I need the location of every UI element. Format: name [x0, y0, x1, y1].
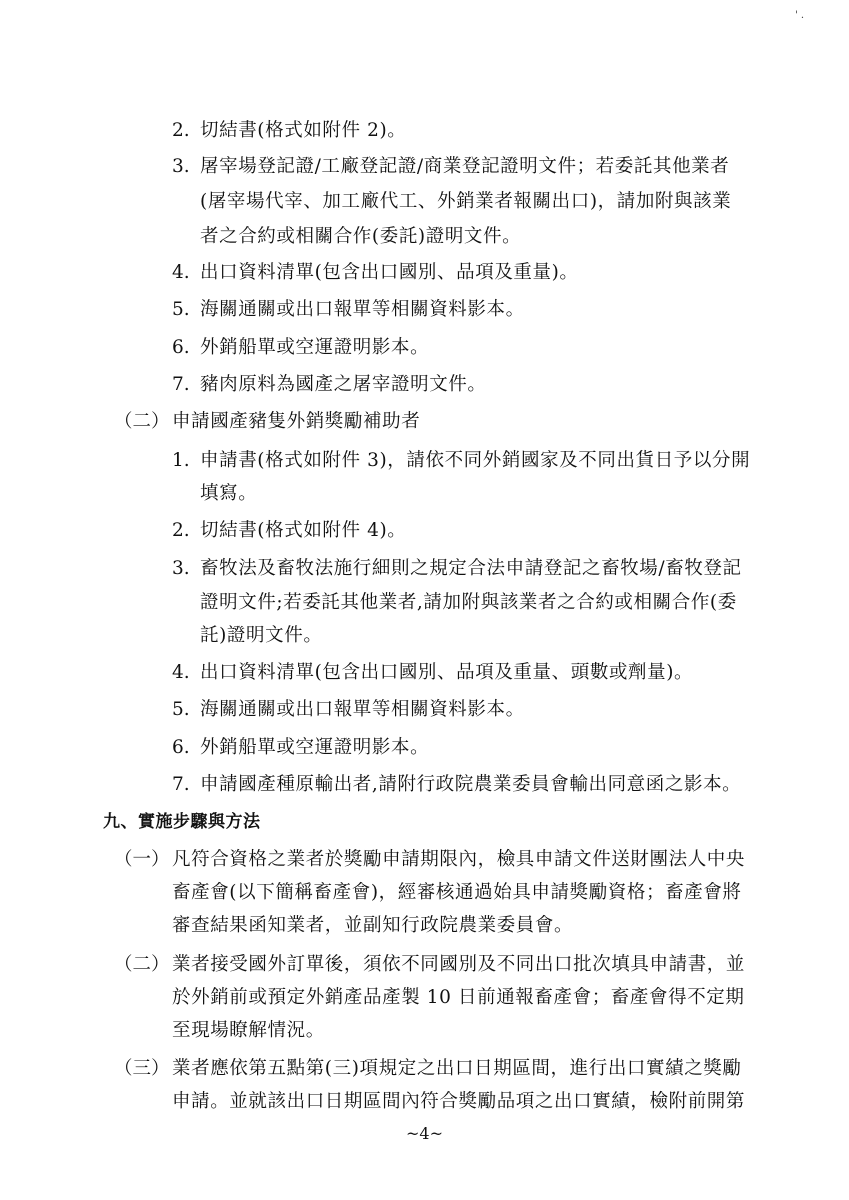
item-b-4-line-1: 出口資料清單(包含出口國別、品項及重量、頭數或劑量)。 [200, 662, 694, 683]
step-2-line-3: 至現場瞭解情況。 [172, 1020, 325, 1041]
item-b-4-number: 4. [172, 662, 190, 683]
item-b-7-line-1: 申請國產種原輸出者,請附行政院農業委員會輸出同意函之影本。 [200, 774, 742, 795]
item-a-7-line-1: 豬肉原料為國產之屠宰證明文件。 [200, 374, 487, 395]
step-3-line-1: 業者應依第五點第(三)項規定之出口日期區間，進行出口實績之獎勵 [172, 1058, 742, 1079]
item-a-3-line-2: (屠宰場代宰、加工廠代工、外銷業者報關出口)，請加附與該業 [200, 191, 732, 212]
item-a-7-number: 7. [172, 374, 190, 395]
step-2-line-2: 於外銷前或預定外銷產品產製 10 日前通報畜產會；畜產會得不定期 [172, 987, 745, 1008]
item-b-5-line-1: 海關通關或出口報單等相關資料影本。 [200, 699, 525, 720]
step-1-line-1: 凡符合資格之業者於獎勵申請期限內，檢具申請文件送財團法人中央 [172, 849, 746, 870]
item-b-6-line-1: 外銷船單或空運證明影本。 [200, 737, 430, 758]
step-2-number: （二） [114, 954, 170, 975]
item-a-3-line-1: 屠宰場登記證/工廠登記證/商業登記證明文件；若委託其他業者 [200, 156, 730, 177]
step-1-line-2: 畜產會(以下簡稱畜產會)，經審核通過始具申請獎勵資格；畜產會將 [172, 882, 742, 903]
item-b-2-line-1: 切結書(格式如附件 4)。 [200, 520, 407, 541]
step-3-number: （三） [114, 1058, 170, 1079]
step-2-line-1: 業者接受國外訂單後，須依不同國別及不同出口批次填具申請書，並 [172, 954, 746, 975]
step-3-line-2: 申請。並就該出口日期區間內符合獎勵品項之出口實績，檢附前開第 [172, 1091, 746, 1112]
item-b-1-number: 1. [172, 450, 190, 471]
item-a-5-line-1: 海關通關或出口報單等相關資料影本。 [200, 299, 525, 320]
item-a-2-line-1: 切結書(格式如附件 2)。 [200, 120, 407, 141]
item-a-3-line-3: 者之合約或相關合作(委託)證明文件。 [200, 226, 522, 247]
item-a-6-line-1: 外銷船單或空運證明影本。 [200, 337, 430, 358]
subsection-2-title: 申請國產豬隻外銷獎勵補助者 [172, 411, 421, 432]
scan-mark: ' . [795, 10, 805, 21]
item-b-7-number: 7. [172, 774, 190, 795]
step-1-number: （一） [114, 849, 170, 870]
item-a-4-number: 4. [172, 262, 190, 283]
subsection-2-number: （二） [114, 411, 170, 432]
item-b-3-line-1: 畜牧法及畜牧法施行細則之規定合法申請登記之畜牧場/畜牧登記 [200, 558, 742, 579]
item-b-1-line-2: 填寫。 [200, 483, 258, 504]
item-a-3-number: 3. [172, 156, 190, 177]
item-a-2-number: 2. [172, 120, 190, 141]
item-a-4-line-1: 出口資料清單(包含出口國別、品項及重量)。 [200, 262, 579, 283]
item-b-3-number: 3. [172, 558, 190, 579]
item-a-5-number: 5. [172, 299, 190, 320]
page-number: ~4~ [406, 1124, 443, 1143]
section-9-title: 九、實施步驟與方法 [103, 812, 261, 832]
item-b-3-line-3: 託)證明文件。 [200, 625, 323, 646]
item-b-5-number: 5. [172, 699, 190, 720]
item-a-6-number: 6. [172, 337, 190, 358]
item-b-3-line-2: 證明文件;若委託其他業者,請加附與該業者之合約或相關合作(委 [200, 592, 737, 613]
item-b-1-line-1: 申請書(格式如附件 3)，請依不同外銷國家及不同出貨日予以分開 [200, 450, 751, 471]
item-b-6-number: 6. [172, 737, 190, 758]
step-1-line-3: 審查結果函知業者，並副知行政院農業委員會。 [172, 915, 574, 936]
item-b-2-number: 2. [172, 520, 190, 541]
